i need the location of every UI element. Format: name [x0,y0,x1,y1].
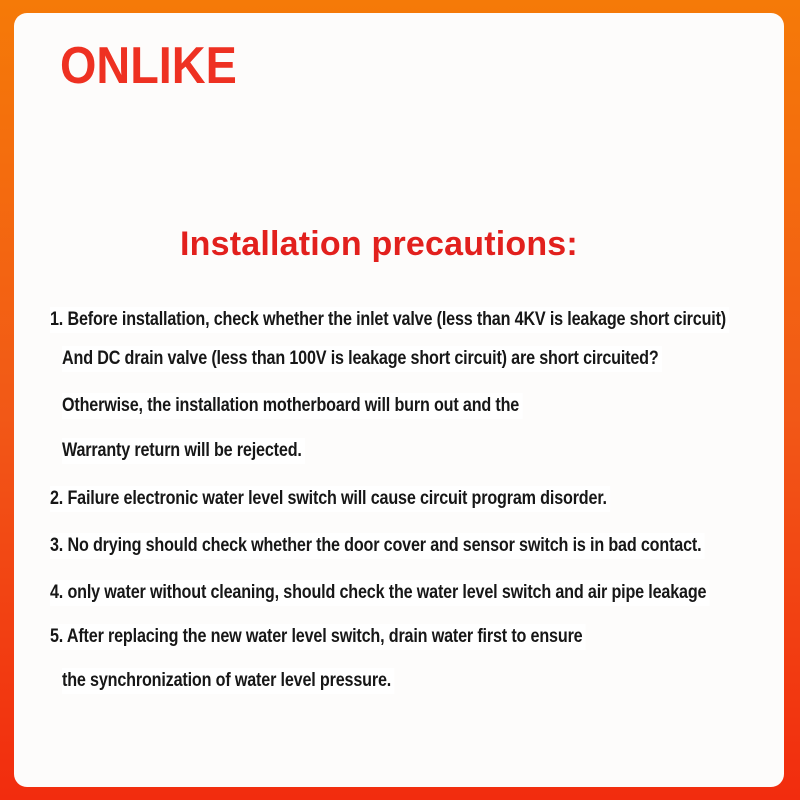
precaution-line-1-continued-2: Otherwise, the installation motherboard will burn out and the [62,393,523,419]
content-panel [14,13,784,787]
precaution-line-1-continued: And DC drain valve (less than 100V is leakage short circuit) are short circuited? [62,346,662,372]
precaution-line-5: 5. After replacing the new water level switch, drain water first to ensure [50,624,586,650]
precaution-line-1: 1. Before installation, check whether the inlet valve (less than 4KV is leakage short circuit) [50,307,729,333]
precaution-line-5-continued: the synchronization of water level pressure. [62,668,394,694]
precaution-line-2: 2. Failure electronic water level switch will cause circuit program disorder. [50,486,610,512]
precaution-line-3: 3. No drying should check whether the door cover and sensor switch is in bad contact. [50,533,705,559]
precaution-line-1-continued-3: Warranty return will be rejected. [62,438,305,464]
brand-logo: ONLIKE [60,37,237,95]
precaution-line-4: 4. only water without cleaning, should check the water level switch and air pipe leakage [50,580,710,606]
page-title: Installation precautions: [180,225,578,263]
